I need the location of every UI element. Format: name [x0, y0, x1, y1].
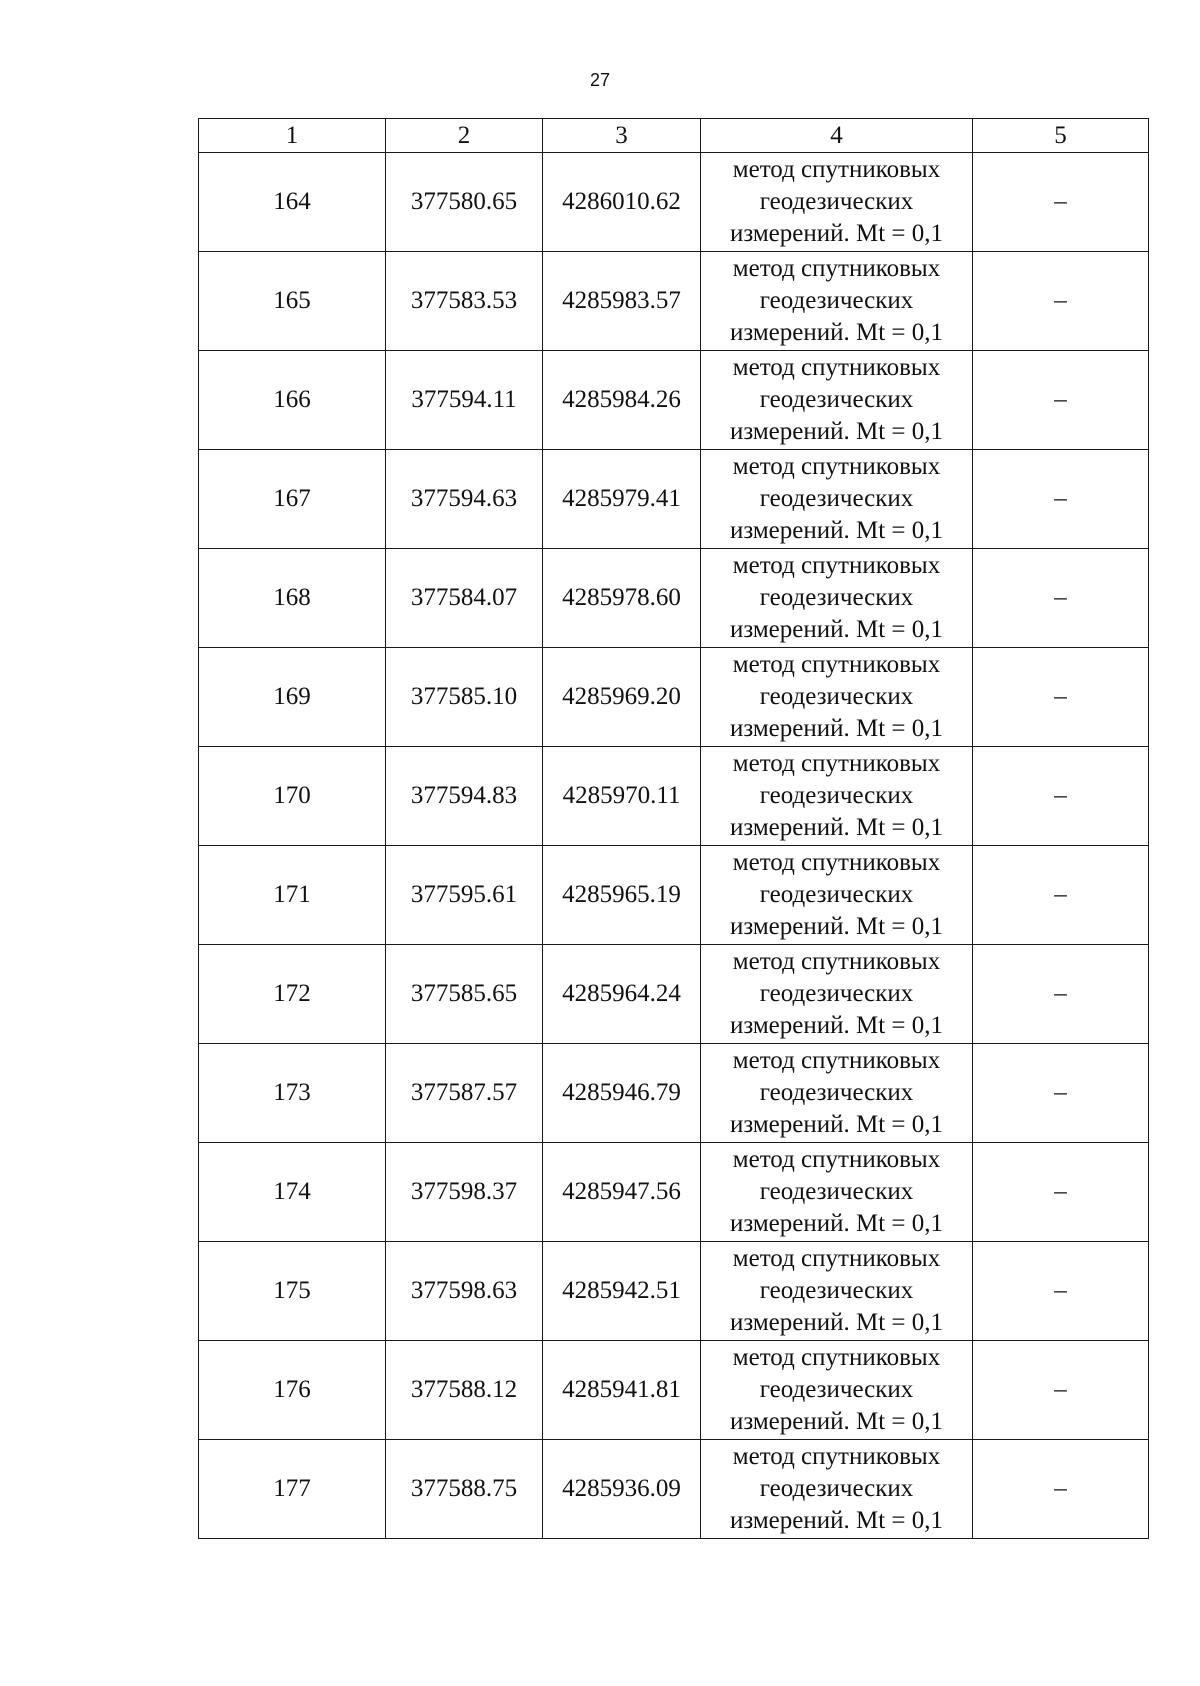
method-line: метод спутниковых: [732, 1344, 941, 1371]
method-line: метод спутниковых: [732, 453, 941, 480]
x-coordinate-cell: 377588.75: [386, 1440, 543, 1539]
y-coordinate-cell: 4285984.26: [543, 351, 701, 450]
point-number-cell: 170: [199, 747, 386, 846]
table-body: [199, 153, 1149, 1539]
table-row: [199, 1143, 1149, 1242]
method-line: измерений. Mt = 0,1: [729, 1408, 944, 1435]
method-line: геодезических: [759, 881, 914, 908]
header-col-3: 3: [543, 119, 701, 153]
note-cell: –: [973, 648, 1149, 747]
point-number-cell: 169: [199, 648, 386, 747]
method-line: измерений. Mt = 0,1: [729, 1309, 944, 1336]
method-line: метод спутниковых: [732, 750, 941, 777]
y-coordinate-cell: 4285947.56: [543, 1143, 701, 1242]
point-number-cell: 168: [199, 549, 386, 648]
method-cell: [701, 351, 973, 450]
method-cell: [701, 549, 973, 648]
method-cell: [701, 153, 973, 252]
x-coordinate-cell: 377595.61: [386, 846, 543, 945]
method-line: геодезических: [759, 1277, 914, 1304]
point-number-cell: 171: [199, 846, 386, 945]
method-line: метод спутниковых: [732, 1245, 941, 1272]
table-row: [199, 450, 1149, 549]
method-line: геодезических: [759, 287, 914, 314]
method-line: метод спутниковых: [732, 255, 941, 282]
note-cell: –: [973, 549, 1149, 648]
method-line: метод спутниковых: [732, 1443, 941, 1470]
note-cell: –: [973, 450, 1149, 549]
method-line: метод спутниковых: [732, 948, 941, 975]
x-coordinate-cell: 377598.37: [386, 1143, 543, 1242]
x-coordinate-cell: 377594.11: [386, 351, 543, 450]
table-row: [199, 1242, 1149, 1341]
x-coordinate-cell: 377598.63: [386, 1242, 543, 1341]
method-line: геодезических: [759, 584, 914, 611]
x-coordinate-cell: 377585.10: [386, 648, 543, 747]
method-line: геодезических: [759, 485, 914, 512]
table-row: [199, 1341, 1149, 1440]
method-cell: [701, 450, 973, 549]
y-coordinate-cell: 4285965.19: [543, 846, 701, 945]
y-coordinate-cell: 4285946.79: [543, 1044, 701, 1143]
page-number: 27: [589, 70, 611, 90]
method-cell: [701, 1242, 973, 1341]
method-line: измерений. Mt = 0,1: [729, 1507, 944, 1534]
y-coordinate-cell: 4285969.20: [543, 648, 701, 747]
method-line: геодезических: [759, 1079, 914, 1106]
y-coordinate-cell: 4286010.62: [543, 153, 701, 252]
point-number-cell: 166: [199, 351, 386, 450]
method-line: геодезических: [759, 683, 914, 710]
y-coordinate-cell: 4285970.11: [543, 747, 701, 846]
method-line: геодезических: [759, 1376, 914, 1403]
header-col-5: 5: [973, 119, 1149, 153]
y-coordinate-cell: 4285936.09: [543, 1440, 701, 1539]
header-row: [199, 119, 1149, 153]
y-coordinate-cell: 4285964.24: [543, 945, 701, 1044]
coordinates-table: [198, 118, 1149, 1539]
point-number-cell: 172: [199, 945, 386, 1044]
method-line: измерений. Mt = 0,1: [729, 220, 944, 247]
point-number-cell: 165: [199, 252, 386, 351]
method-line: метод спутниковых: [732, 1047, 941, 1074]
method-line: измерений. Mt = 0,1: [729, 814, 944, 841]
point-number-cell: 176: [199, 1341, 386, 1440]
method-cell: [701, 1044, 973, 1143]
method-line: геодезических: [759, 782, 914, 809]
x-coordinate-cell: 377584.07: [386, 549, 543, 648]
note-cell: –: [973, 1440, 1149, 1539]
method-cell: [701, 747, 973, 846]
method-cell: [701, 252, 973, 351]
y-coordinate-cell: 4285942.51: [543, 1242, 701, 1341]
x-coordinate-cell: 377588.12: [386, 1341, 543, 1440]
table-row: [199, 252, 1149, 351]
table-row: [199, 1440, 1149, 1539]
note-cell: –: [973, 1044, 1149, 1143]
note-cell: –: [973, 747, 1149, 846]
x-coordinate-cell: 377580.65: [386, 153, 543, 252]
method-cell: [701, 846, 973, 945]
method-line: метод спутниковых: [732, 156, 941, 183]
note-cell: –: [973, 1242, 1149, 1341]
point-number-cell: 177: [199, 1440, 386, 1539]
x-coordinate-cell: 377587.57: [386, 1044, 543, 1143]
method-line: измерений. Mt = 0,1: [729, 616, 944, 643]
method-line: геодезических: [759, 980, 914, 1007]
method-line: геодезических: [759, 386, 914, 413]
method-line: измерений. Mt = 0,1: [729, 1012, 944, 1039]
method-line: метод спутниковых: [732, 1146, 941, 1173]
point-number-cell: 174: [199, 1143, 386, 1242]
note-cell: –: [973, 945, 1149, 1044]
y-coordinate-cell: 4285979.41: [543, 450, 701, 549]
method-line: измерений. Mt = 0,1: [729, 1210, 944, 1237]
method-line: геодезических: [759, 1178, 914, 1205]
method-line: измерений. Mt = 0,1: [729, 418, 944, 445]
table-row: [199, 153, 1149, 252]
method-line: измерений. Mt = 0,1: [729, 715, 944, 742]
method-line: геодезических: [759, 1475, 914, 1502]
method-line: метод спутниковых: [732, 354, 941, 381]
note-cell: –: [973, 153, 1149, 252]
method-line: измерений. Mt = 0,1: [729, 319, 944, 346]
x-coordinate-cell: 377594.83: [386, 747, 543, 846]
method-cell: [701, 1440, 973, 1539]
point-number-cell: 164: [199, 153, 386, 252]
method-cell: [701, 945, 973, 1044]
method-line: измерений. Mt = 0,1: [729, 913, 944, 940]
method-cell: [701, 1341, 973, 1440]
note-cell: –: [973, 351, 1149, 450]
note-cell: –: [973, 1341, 1149, 1440]
table-row: [199, 945, 1149, 1044]
y-coordinate-cell: 4285983.57: [543, 252, 701, 351]
header-col-4: 4: [701, 119, 973, 153]
method-line: измерений. Mt = 0,1: [729, 517, 944, 544]
method-line: метод спутниковых: [732, 651, 941, 678]
point-number-cell: 175: [199, 1242, 386, 1341]
note-cell: –: [973, 1143, 1149, 1242]
point-number-cell: 173: [199, 1044, 386, 1143]
note-cell: –: [973, 846, 1149, 945]
method-line: измерений. Mt = 0,1: [729, 1111, 944, 1138]
table-row: [199, 1044, 1149, 1143]
table-row: [199, 648, 1149, 747]
point-number-cell: 167: [199, 450, 386, 549]
y-coordinate-cell: 4285978.60: [543, 549, 701, 648]
method-line: метод спутниковых: [732, 552, 941, 579]
x-coordinate-cell: 377594.63: [386, 450, 543, 549]
table-row: [199, 846, 1149, 945]
table-row: [199, 351, 1149, 450]
method-cell: [701, 1143, 973, 1242]
table-header: [199, 119, 1149, 153]
x-coordinate-cell: 377585.65: [386, 945, 543, 1044]
x-coordinate-cell: 377583.53: [386, 252, 543, 351]
note-cell: –: [973, 252, 1149, 351]
method-line: геодезических: [759, 188, 914, 215]
header-col-1: 1: [199, 119, 386, 153]
method-line: метод спутниковых: [732, 849, 941, 876]
header-col-2: 2: [386, 119, 543, 153]
table-row: [199, 549, 1149, 648]
table-row: [199, 747, 1149, 846]
method-cell: [701, 648, 973, 747]
y-coordinate-cell: 4285941.81: [543, 1341, 701, 1440]
